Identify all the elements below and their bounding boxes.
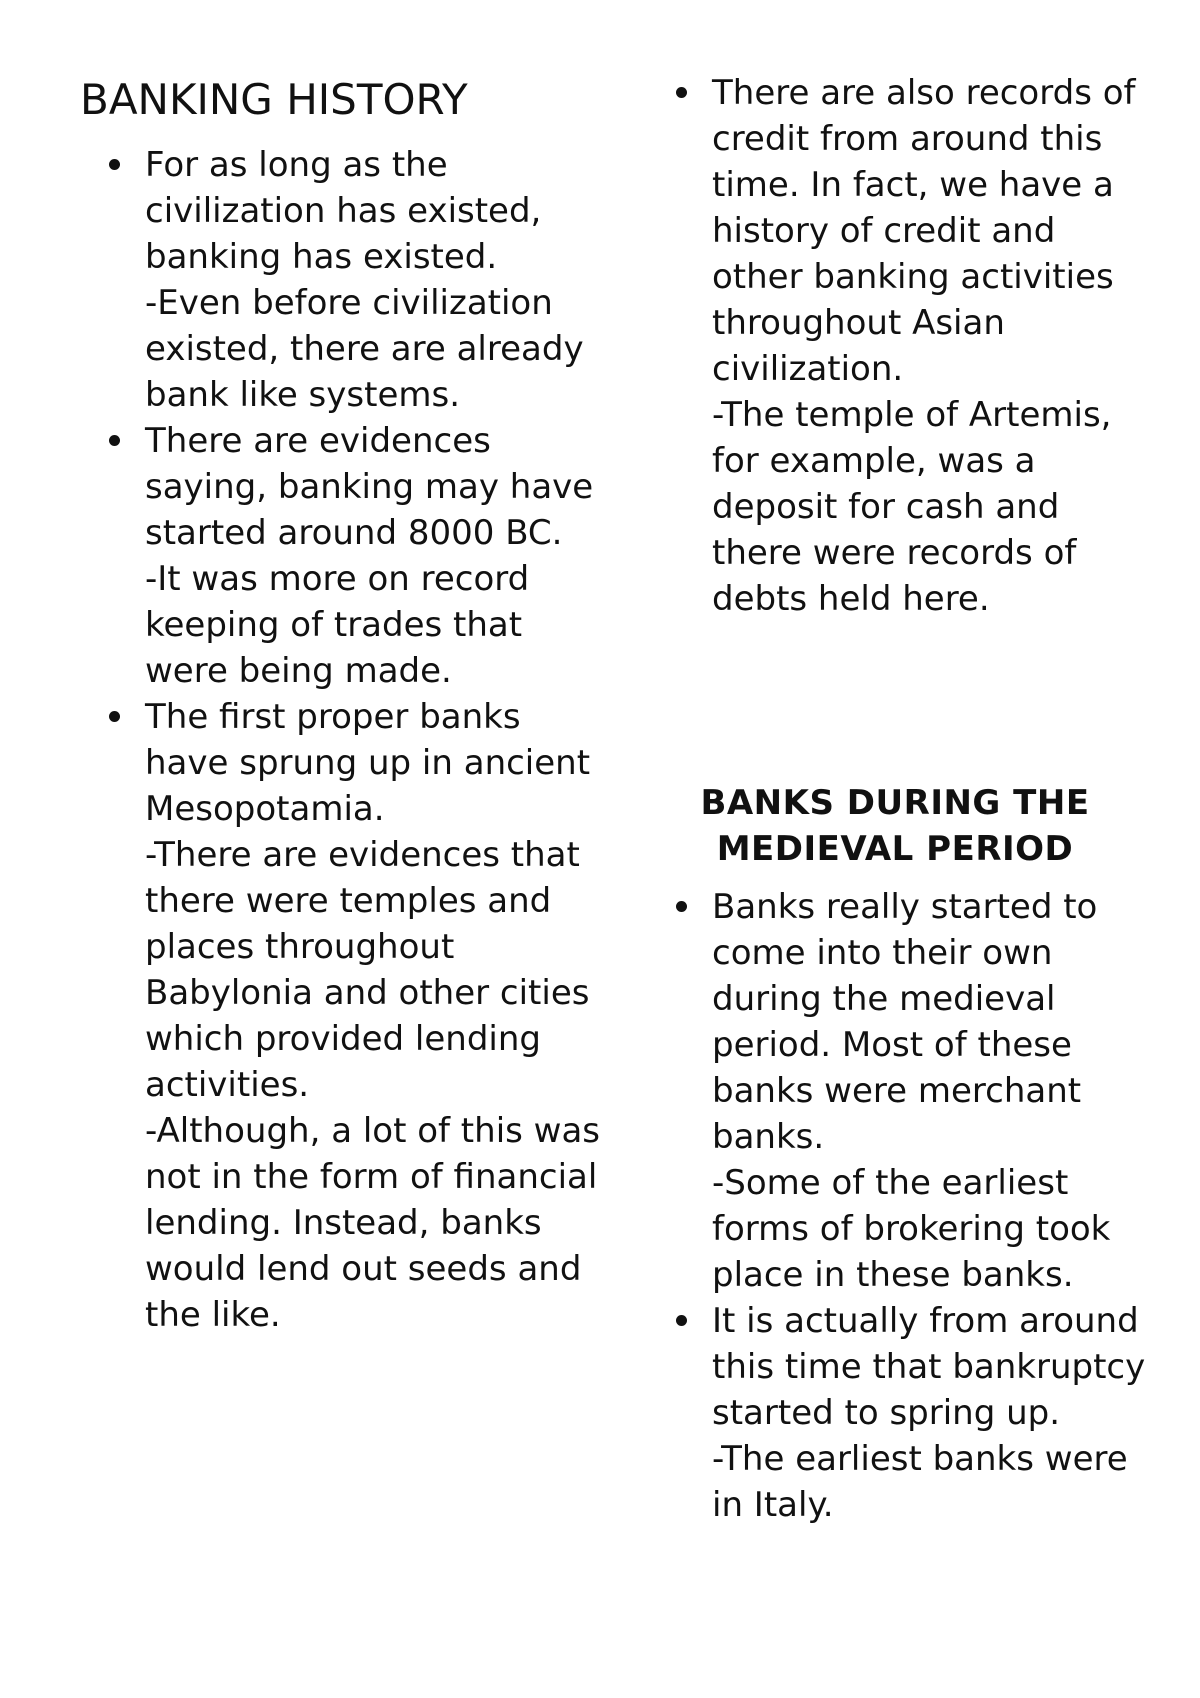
section-heading: BANKS DURING THE MEDIEVAL PERIOD — [700, 783, 1090, 869]
list-item — [80, 694, 600, 1338]
list-item — [647, 70, 1147, 622]
bullet-text: For as long as the civilization has existed, banking has existed. — [145, 145, 542, 277]
document-title: BANKING HISTORY — [80, 75, 468, 124]
bullet-note: -The earliest banks were in Italy. — [712, 1439, 1128, 1525]
banking-history-list — [80, 142, 600, 1338]
bullet-note: -Even before civilization existed, there are already bank like systems. — [145, 283, 584, 415]
bullet-note: -Some of the earliest forms of brokering took place in these banks. — [712, 1163, 1111, 1295]
credit-records-list — [647, 70, 1147, 622]
bullet-note: -There are evidences that there were temples and places throughout Babylonia and other cities which provided lending activities. — [145, 835, 590, 1105]
bullet-note: -Although, a lot of this was not in the form of financial lending. Instead, banks would lend out seeds and the like. — [145, 1111, 601, 1335]
bullet-text: It is actually from around this time that bankruptcy started to spring up. — [712, 1301, 1146, 1433]
bullet-text: There are evidences saying, banking may have started around 8000 BC. — [145, 421, 594, 553]
medieval-banks-list — [647, 884, 1147, 1528]
bullet-text: The first proper banks have sprung up in ancient Mesopotamia. — [145, 697, 591, 829]
list-item — [647, 884, 1147, 1298]
bullet-note: -The temple of Artemis, for example, was a deposit for cash and there were records of debts held here. — [712, 395, 1112, 619]
bullet-note: -It was more on record keeping of trades that were being made. — [145, 559, 530, 691]
list-item — [647, 1298, 1147, 1528]
list-item — [80, 418, 600, 694]
bullet-text: There are also records of credit from around this time. In fact, we have a history of credit and other banking activities throughout Asian civilization. — [712, 73, 1136, 389]
bullet-text: Banks really started to come into their own during the medieval period. Most of these banks were merchant banks. — [712, 887, 1098, 1157]
list-item — [80, 142, 600, 418]
